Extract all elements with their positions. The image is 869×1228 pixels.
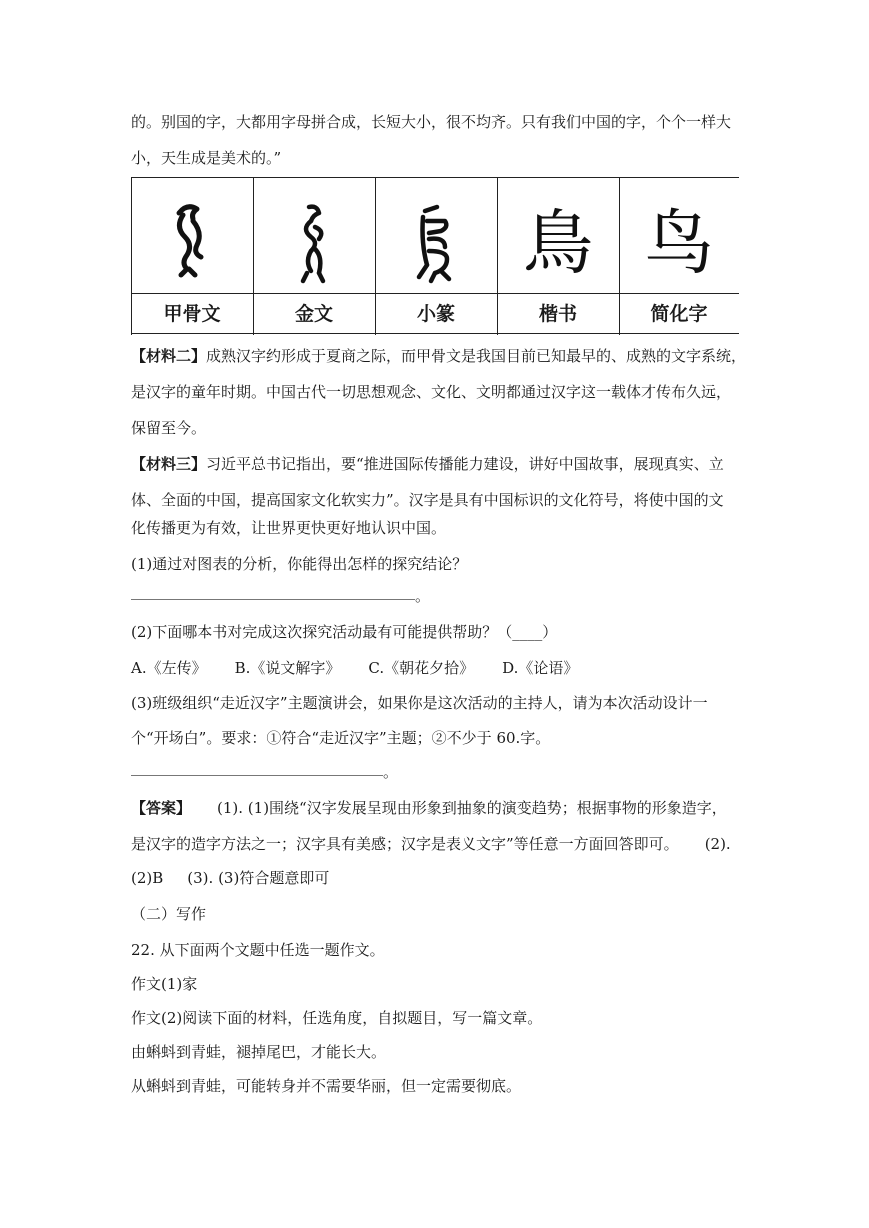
answer-tag: 【答案】 — [131, 799, 192, 817]
simplified-bird-char: 鸟 — [644, 202, 714, 284]
material3-line-2: 体、全面的中国，提高国家文化软实力”。汉字是具有中国标识的文化符号，将使中国的文 — [131, 491, 724, 509]
question-22: 22. 从下面两个文题中任选一题作文。 — [131, 941, 385, 959]
question-2-options — [131, 658, 578, 678]
answer-line-1: 【答案】 (1). (1)围绕“汉字发展呈现由形象到抽象的演变趋势；根据事物的形象造字， — [131, 799, 727, 817]
glyph-cell-seal — [375, 175, 497, 335]
material2-line-3: 保留至今。 — [131, 419, 207, 437]
question-3-line-1: (3)班级组织“走近汉字”主题演讲会，如果你是这次活动的主持人，请为本次活动设计一 — [131, 694, 708, 712]
essay-material-line-1: 由蝌蚪到青蛙，褪掉尾巴，才能长大。 — [131, 1043, 387, 1061]
option-a[interactable]: A.《左传》 — [131, 659, 207, 677]
material2-tag: 【材料二】 — [131, 347, 207, 365]
material3-tag: 【材料三】 — [131, 455, 207, 473]
essay-option-2: 作文(2)阅读下面的材料，任选角度，自拟题目，写一篇文章。 — [131, 1009, 543, 1027]
material3-line-1: 【材料三】习近平总书记指出，要“推进国际传播能力建设，讲好中国故事，展现真实、立 — [131, 455, 724, 473]
material2-line-1: 【材料二】成熟汉字约形成于夏商之际，而甲骨文是我国目前已知最早的、成熟的文字系统， — [131, 347, 747, 365]
glyph-label-regular: 楷书 — [538, 303, 577, 325]
glyph-label-simplified: 简化字 — [650, 303, 708, 325]
material2-line-2: 是汉字的童年时期。中国古代一切思想观念、文化、文明都通过汉字这一载体才传布久远， — [131, 383, 732, 401]
glyph-cell-oracle — [131, 175, 253, 335]
bronze-script-bird-glyph — [253, 193, 375, 293]
glyph-cell-bronze — [253, 175, 375, 335]
answer-line-3: (2)B (3). (3)符合题意即可 — [131, 869, 330, 887]
glyph-cell-regular — [497, 175, 619, 335]
question-2: (2)下面哪本书对完成这次探究活动最有可能提供帮助？（____） — [131, 623, 558, 641]
option-c[interactable]: C.《朝花夕拾》 — [368, 659, 475, 677]
question-3-line-2: 个“开场白”。要求：①符合“走近汉字”主题；②不少于 60.字。 — [131, 729, 551, 747]
writing-section-heading: （二）写作 — [131, 905, 207, 923]
glyph-label-bronze: 金文 — [294, 303, 333, 325]
answer-line-2: 是汉字的造字方法之一；汉字具有美感；汉字是表义文字”等任意一方面回答即可。 (2). — [131, 835, 731, 853]
material3-line-3: 化传播更为有效，让世界更快更好地认识中国。 — [131, 519, 447, 537]
glyph-cell-simplified — [619, 175, 739, 335]
question-1: (1)通过对图表的分析，你能得出怎样的探究结论？ — [131, 555, 468, 573]
question-3-answer-blank[interactable]: 。 — [131, 764, 411, 784]
essay-option-1: 作文(1)家 — [131, 975, 198, 993]
glyph-label-seal: 小篆 — [416, 303, 455, 325]
regular-script-bird-char: 鳥 — [523, 202, 593, 284]
glyph-evolution-table — [131, 175, 739, 335]
essay-material-line-2: 从蝌蚪到青蛙，可能转身并不需要华丽，但一定需要彻底。 — [131, 1077, 522, 1095]
question-1-answer-blank[interactable]: 。 — [131, 588, 431, 608]
glyph-label-oracle: 甲骨文 — [163, 303, 221, 325]
oracle-bone-bird-glyph — [131, 193, 253, 293]
intro-line-1: 的。别国的字，大都用字母拼合成，长短大小，很不均齐。只有我们中国的字，个个一样大 — [131, 113, 732, 131]
option-b[interactable]: B.《说文解字》 — [234, 659, 341, 677]
option-d[interactable]: D.《论语》 — [502, 659, 579, 677]
intro-line-2: 小，天生成是美术的。” — [131, 149, 282, 167]
small-seal-bird-glyph — [375, 193, 497, 293]
